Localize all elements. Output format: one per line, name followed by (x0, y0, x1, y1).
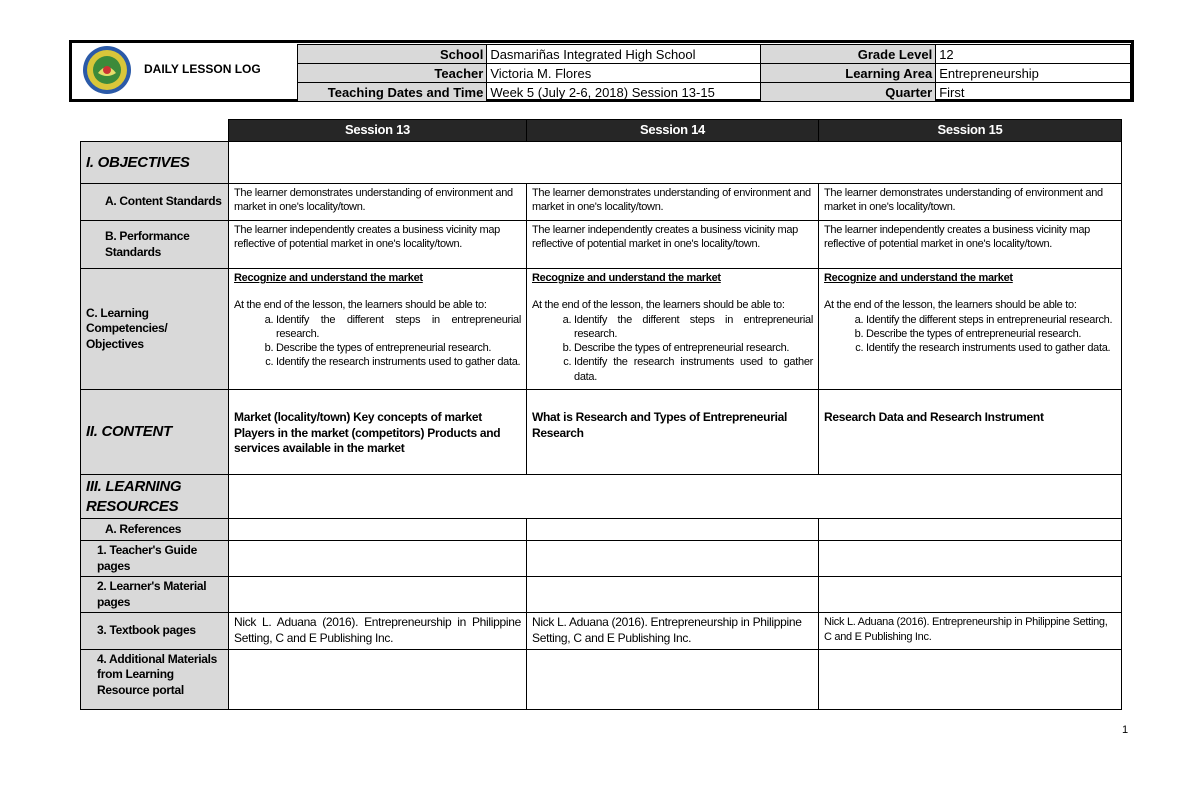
resources-heading-cell (81, 475, 229, 519)
content-14 (527, 390, 819, 475)
session-15-header: Session 15 (819, 120, 1122, 142)
additional-materials-label: 4. Additional Materials from Learning Resource portal (81, 649, 229, 709)
textbook-label: 3. Textbook pages (81, 613, 229, 649)
content-text: Research Data and Research Instrument (824, 410, 1044, 424)
objectives-blank (229, 142, 1122, 184)
teachers-guide-14 (527, 541, 819, 577)
competency-list (532, 313, 813, 384)
learners-material-13 (229, 577, 527, 613)
competency-intro: At the end of the lesson, the learners should be able to: (532, 299, 785, 312)
content-15 (819, 390, 1122, 475)
teaching-dates-value: Week 5 (July 2-6, 2018) Session 13-15 (487, 83, 761, 102)
competency-title: Recognize and understand the market (532, 272, 721, 284)
teacher-value: Victoria M. Flores (487, 64, 761, 83)
content-standards-14: The learner demonstrates understanding of environment and market in one's locality/town. (527, 184, 819, 221)
grade-level-value: 12 (936, 45, 1131, 64)
performance-standards-15: The learner independently creates a business vicinity map reflective of potential market in one's locality/town. (819, 221, 1122, 269)
header-info-table (297, 44, 1131, 102)
competency-item: c. Identify the research instruments used to gather data. (574, 355, 813, 384)
competencies-14 (527, 269, 819, 390)
competency-item: a. Identify the different steps in entrepreneurial research. (574, 313, 813, 342)
textbook-13: Nick L. Aduana (2016). Entrepreneurship in Philippine Setting, C and E Publishing Inc. (229, 613, 527, 649)
content-standards-15: The learner demonstrates understanding of environment and market in one's locality/town. (819, 184, 1122, 221)
objectives-heading-cell (81, 142, 229, 184)
grade-level-label: Grade Level (761, 45, 936, 64)
content-13 (229, 390, 527, 475)
competency-list (234, 313, 521, 370)
teachers-guide-13 (229, 541, 527, 577)
teachers-guide-15 (819, 541, 1122, 577)
header-box (69, 40, 1134, 102)
session-14-header: Session 14 (527, 120, 819, 142)
school-seal-icon (82, 45, 132, 95)
competency-item: b. Describe the types of entrepreneurial research. (574, 341, 813, 355)
session-13-header: Session 13 (229, 120, 527, 142)
learners-material-15 (819, 577, 1122, 613)
competency-item: b. Describe the types of entrepreneurial research. (276, 341, 521, 355)
competency-title: Recognize and understand the market (234, 272, 423, 284)
additional-materials-15 (819, 649, 1122, 709)
competency-title: Recognize and understand the market (824, 272, 1013, 284)
competency-item: a. Identify the different steps in entrepreneurial research. (276, 313, 521, 342)
learning-area-value: Entrepreneurship (936, 64, 1131, 83)
references-label: A. References (81, 519, 229, 541)
performance-standards-14: The learner independently creates a business vicinity map reflective of potential market in one's locality/town. (527, 221, 819, 269)
content-standards-13: The learner demonstrates understanding of environment and market in one's locality/town. (229, 184, 527, 221)
content-heading: II. CONTENT (86, 423, 172, 441)
school-label: School (298, 45, 487, 64)
content-text: What is Research and Types of Entrepreneurial Research (532, 410, 788, 440)
teacher-label: Teacher (298, 64, 487, 83)
competency-item: b. Describe the types of entrepreneurial research. (866, 327, 1116, 341)
content-heading-cell (81, 390, 229, 475)
teaching-dates-label: Teaching Dates and Time (298, 83, 487, 102)
references-13 (229, 519, 527, 541)
corner-cell (81, 120, 229, 142)
competencies-13 (229, 269, 527, 390)
learners-material-14 (527, 577, 819, 613)
resources-blank (229, 475, 1122, 519)
competencies-label: C. Learning Competencies/ Objectives (81, 269, 229, 390)
competencies-15 (819, 269, 1122, 390)
quarter-label: Quarter (761, 83, 936, 102)
content-standards-label: A. Content Standards (81, 184, 229, 221)
content-text: Market (locality/town) Key concepts of market Players in the market (competitors) Products and services available in the market (234, 410, 501, 456)
textbook-14: Nick L. Aduana (2016). Entrepreneurship in Philippine Setting, C and E Publishing Inc. (527, 613, 819, 649)
learners-material-label: 2. Learner's Material pages (81, 577, 229, 613)
performance-standards-13: The learner independently creates a business vicinity map reflective of potential market in one's locality/town. (229, 221, 527, 269)
competency-list (824, 313, 1116, 356)
quarter-value: First (936, 83, 1131, 102)
resources-heading: III. LEARNING RESOURCES (86, 478, 182, 515)
additional-materials-13 (229, 649, 527, 709)
competency-item: a. Identify the different steps in entrepreneurial research. (866, 313, 1116, 327)
competency-item: c. Identify the research instruments used to gather data. (276, 355, 521, 369)
school-value: Dasmariñas Integrated High School (487, 45, 761, 64)
learning-area-label: Learning Area (761, 64, 936, 83)
document-title: DAILY LESSON LOG (144, 62, 261, 76)
performance-standards-label: B. Performance Standards (81, 221, 229, 269)
page-number: 1 (1122, 724, 1129, 736)
references-15 (819, 519, 1122, 541)
lesson-log-table (80, 119, 1122, 710)
references-14 (527, 519, 819, 541)
textbook-15: Nick L. Aduana (2016). Entrepreneurship in Philippine Setting, C and E Publishing Inc. (819, 613, 1122, 649)
objectives-heading: I. OBJECTIVES (86, 153, 190, 171)
competency-item: c. Identify the research instruments used to gather data. (866, 341, 1116, 355)
additional-materials-14 (527, 649, 819, 709)
competency-intro: At the end of the lesson, the learners should be able to: (824, 299, 1077, 312)
teachers-guide-label: 1. Teacher's Guide pages (81, 541, 229, 577)
competency-intro: At the end of the lesson, the learners should be able to: (234, 299, 487, 312)
